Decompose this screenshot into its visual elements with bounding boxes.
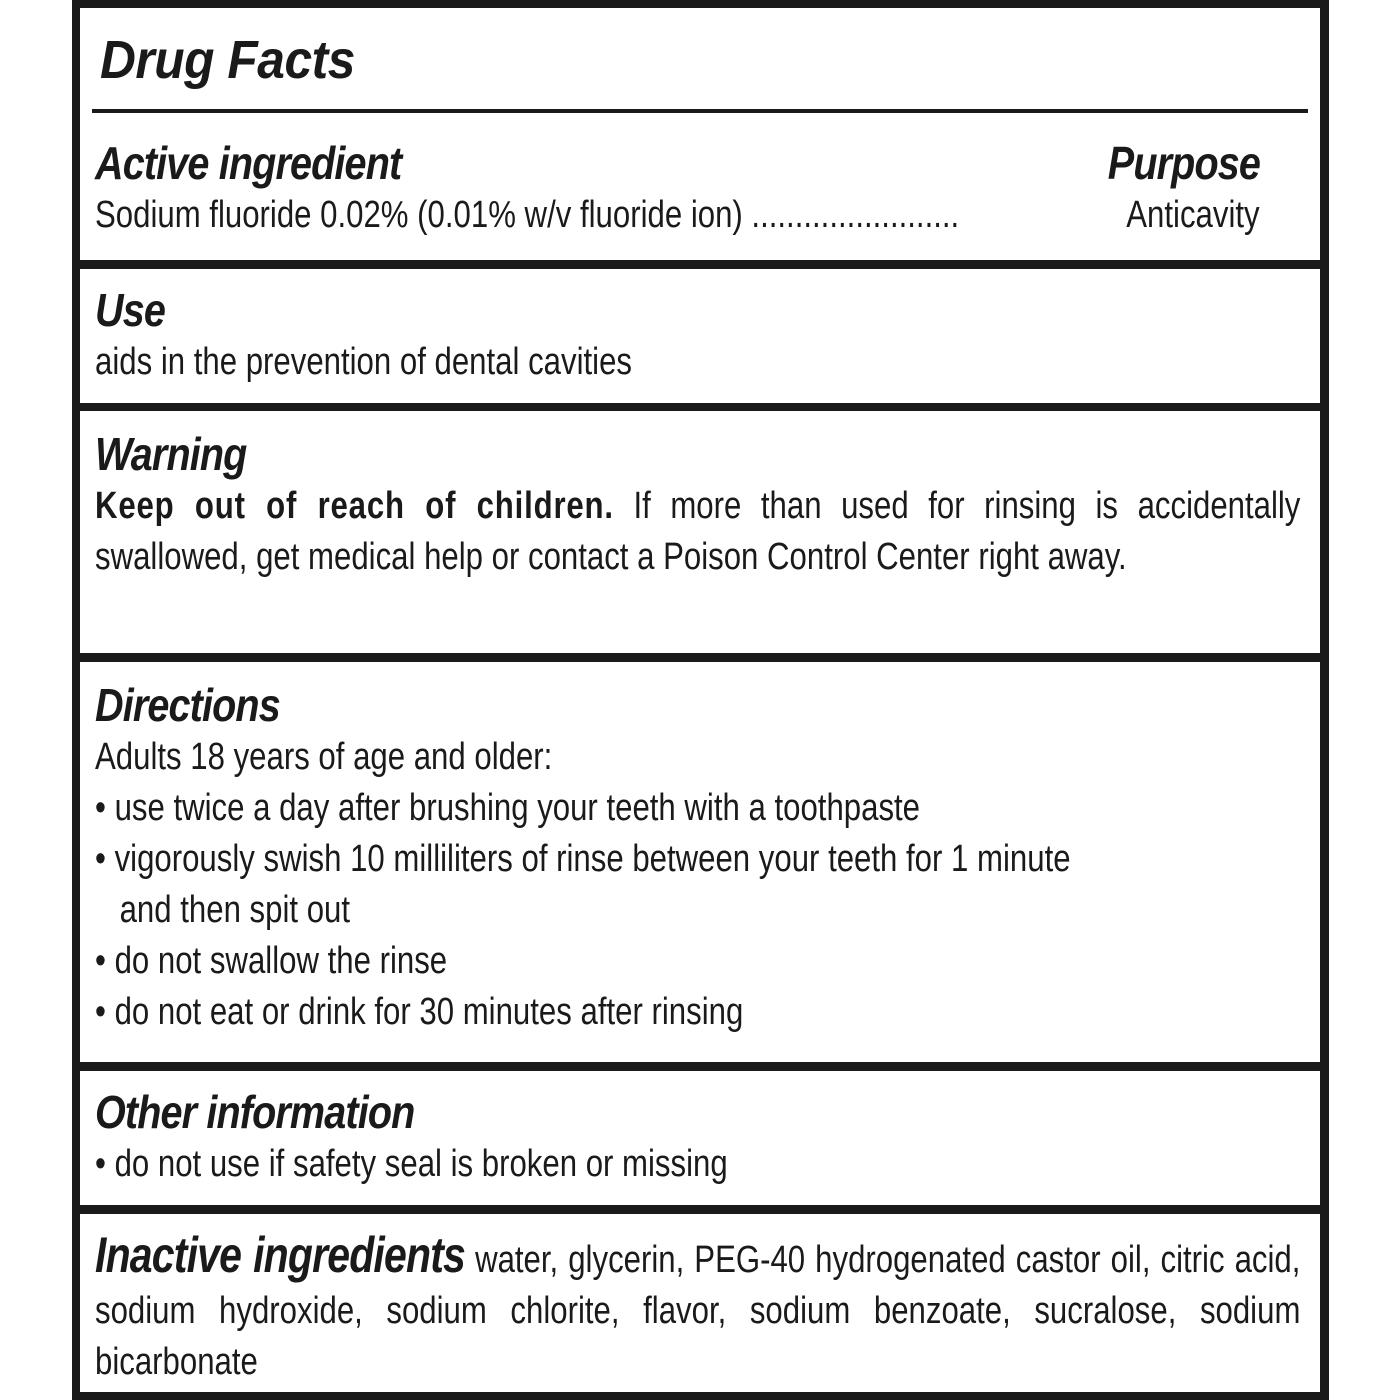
drug-facts-title: Drug Facts (100, 30, 355, 90)
active-ingredient-row (95, 190, 1300, 241)
inactive-ingredients-section (80, 1214, 1320, 1392)
use-heading: Use (95, 284, 165, 336)
list-item-continuation: and then spit out (119, 889, 351, 931)
list-item: • vigorously swish 10 milliliters of rinse between your teeth for 1 minute (95, 838, 1071, 880)
warning-text: If more than used for rinsing is accidentally swallowed, get medical help or contact a Poison Control Center right away. (95, 485, 1301, 578)
warning-bold-text: Keep out of reach of children. (95, 485, 614, 527)
active-ingredient-text: Sodium fluoride 0.02% (0.01% w/v fluoride ion) ........................ (95, 194, 960, 236)
other-information-section (80, 1071, 1320, 1205)
list-item: • do not eat or drink for 30 minutes after rinsing (95, 991, 744, 1033)
active-heading-row (95, 136, 1300, 190)
warning-section (80, 411, 1320, 653)
purpose-text: Anticavity (1126, 194, 1260, 236)
list-item: • do not use if safety seal is broken or missing (95, 1143, 728, 1185)
inactive-ingredients-text: water, glycerin, PEG-40 hydrogenated castor oil, citric acid, sodium hydroxide, sodium chlorite, flavor, sodium benzoate, sucralose, sodium bicarbonate (95, 1239, 1301, 1383)
inactive-paragraph (95, 1228, 1300, 1388)
directions-heading: Directions (95, 679, 280, 731)
other-information-heading: Other information (95, 1086, 415, 1138)
active-ingredient-heading: Active ingredient (95, 137, 402, 189)
warning-heading: Warning (95, 428, 247, 480)
use-text: aids in the prevention of dental cavities (95, 341, 632, 383)
purpose-heading: Purpose (1107, 137, 1260, 189)
active-ingredient-section (80, 8, 1320, 260)
use-section (80, 269, 1320, 403)
directions-section (80, 662, 1320, 1062)
title-rule (92, 109, 1308, 113)
inactive-ingredients-heading: Inactive ingredients (95, 1227, 466, 1283)
directions-intro: Adults 18 years of age and older: (95, 736, 553, 778)
list-item: • use twice a day after brushing your teeth with a toothpaste (95, 787, 921, 829)
warning-paragraph (95, 481, 1300, 583)
list-item: • do not swallow the rinse (95, 940, 448, 982)
